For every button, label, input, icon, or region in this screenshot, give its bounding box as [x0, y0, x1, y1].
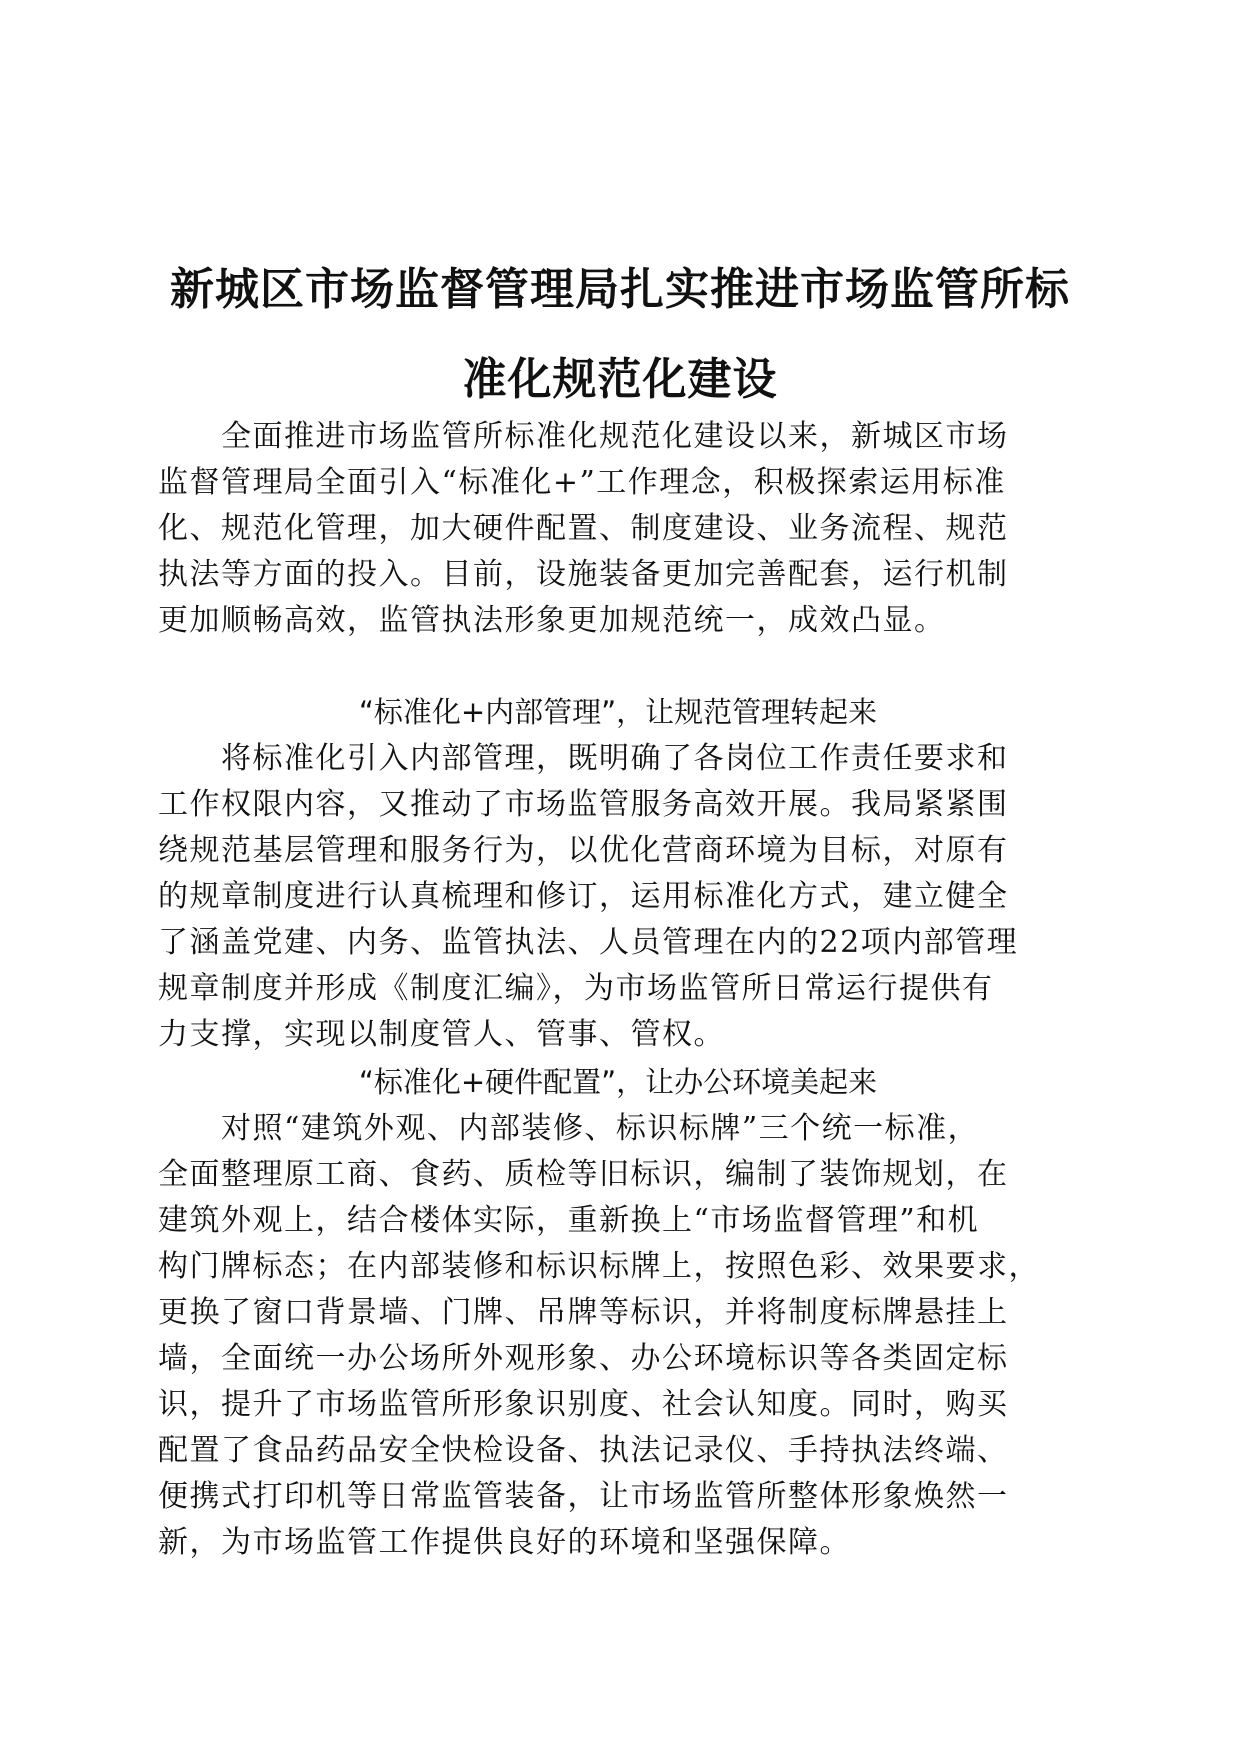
section-1-line: 了涵盖党建、内务、监管执法、人员管理在内的22项内部管理 [158, 925, 1019, 960]
section-2-paragraph [158, 1106, 1078, 1566]
section-2-line: 墙，全面统一办公场所外观形象、办公环境标识等各类固定标 [158, 1341, 1009, 1376]
section-2-line: 更换了窗口背景墙、门牌、吊牌等标识，并将制度标牌悬挂上 [158, 1295, 1009, 1330]
intro-line: 全面推进市场监管所标准化规范化建设以来，新城区市场 [158, 419, 1009, 454]
section-2-line: 构门牌标态；在内部装修和标识标牌上，按照色彩、效果要求， [158, 1249, 1040, 1284]
section-2-line: 新，为市场监管工作提供良好的环境和坚强保障。 [158, 1525, 851, 1560]
section-2-line: 便携式打印机等日常监管装备，让市场监管所整体形象焕然一 [158, 1479, 1009, 1514]
section-1-line: 力支撑，实现以制度管人、管事、管权。 [158, 1017, 725, 1052]
section-1-line: 工作权限内容，又推动了市场监管服务高效开展。我局紧紧围 [158, 787, 1009, 822]
section-2-line: 配置了食品药品安全快检设备、执法记录仪、手持执法终端、 [158, 1433, 1009, 1468]
section-1-line: 规章制度并形成《制度汇编》，为市场监管所日常运行提供有 [158, 971, 994, 1006]
intro-line: 更加顺畅高效，监管执法形象更加规范统一，成效凸显。 [158, 603, 946, 638]
intro-line: 执法等方面的投入。目前，设施装备更加完善配套，运行机制 [158, 557, 1009, 592]
intro-paragraph [158, 414, 1078, 644]
section-2-line: 识，提升了市场监管所形象识别度、社会认知度。同时，购买 [158, 1387, 1009, 1422]
document-title-line-1: 新城区市场监督管理局扎实推进市场监管所标 [170, 264, 1070, 315]
section-1-line: 将标准化引入内部管理，既明确了各岗位工作责任要求和 [158, 741, 1009, 776]
section-2-line: 建筑外观上，结合楼体实际，重新换上“市场监督管理”和机 [158, 1203, 980, 1238]
section-1-line: 绕规范基层管理和服务行为，以优化营商环境为目标，对原有 [158, 833, 1009, 868]
intro-line: 化、规范化管理，加大硬件配置、制度建设、业务流程、规范 [158, 511, 1009, 546]
section-1-line: 的规章制度进行认真梳理和修订，运用标准化方式，建立健全 [158, 879, 1009, 914]
section-1-heading: “标准化+内部管理”，让规范管理转起来 [358, 695, 878, 729]
section-2-heading: “标准化+硬件配置”，让办公环境美起来 [358, 1065, 878, 1099]
section-2-line: 全面整理原工商、食药、质检等旧标识，编制了装饰规划，在 [158, 1157, 1009, 1192]
intro-line: 监督管理局全面引入“标准化+”工作理念，积极探索运用标准 [158, 465, 1006, 500]
document-title-line-2: 准化规范化建设 [462, 354, 778, 405]
section-2-line: 对照“建筑外观、内部装修、标识标牌”三个统一标准， [158, 1111, 980, 1146]
section-1-paragraph [158, 736, 1078, 1058]
